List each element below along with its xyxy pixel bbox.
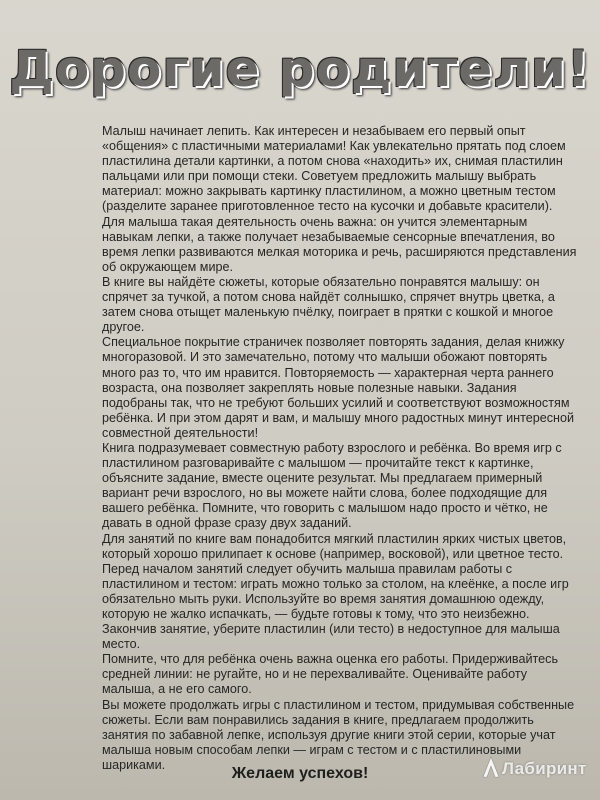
paragraph-3: В книге вы найдёте сюжеты, которые обязательно понравятся малышу: он спрячет за тучкой, а потом снова найдёт солнышко, спрячет внутрь цветка, а затем снова отыщет маленькую пчёлку, поиграет в прятки с кошкой и многое другое.	[102, 274, 555, 335]
closing-line: Желаем успехов!	[231, 765, 369, 782]
body-text	[102, 124, 580, 773]
paragraph-1: Малыш начинает лепить. Как интересен и незабываем его первый опыт «общения» с пластичными материалами! Как увлекательно прятать под слоем пластилина детали картинки, а потом снова «находить» их, снимая пластилин пальцами или при помощи стеки. Советуем предложить малышу выбрать материал: можно закрывать картинку пластилином, а можно цветным тестом (разделите заранее приготовленное тесто на кусочки и добавьте красители).	[102, 124, 566, 214]
page-title: Дорогие родители!	[9, 40, 591, 98]
watermark-text: Лабиринт	[502, 759, 587, 778]
watermark	[482, 756, 587, 779]
paragraph-4: Специальное покрытие страничек позволяет повторять задания, делая книжку многоразовой. И это замечательно, потому что малыши обожают повторять много раз то, что им нравится. Повторяемость — характерная черта раннего возраста, она позволяет закреплять новые полезные навыки. Задания подобраны так, что не требуют больших усилий и соответствуют возможностям ребёнка. И при этом дарят и вам, и малышу много радостных минут интересной совместной деятельности!	[102, 335, 575, 440]
paragraph-6: Для занятий по книге вам понадобится мягкий пластилин ярких чистых цветов, который хорошо прилипает к основе (например, восковой), или цветное тесто. Перед началом занятий следует обучить малыша правилам работы с пластилином и тестом: играть можно только за столом, на клеёнке, а после игр обязательно мыть руки. Используйте во время занятия домашнюю одежду, которую не жалко испачкать, — будьте готовы к тому, что это неизбежно. Закончив занятие, уберите пластилин (или тесто) в недоступное для малыша место.	[102, 531, 569, 652]
paragraph-8: Вы можете продолжать игры с пластилином и тестом, придумывая собственные сюжеты. Если вам понравились задания в книге, предлагаем продолжить занятия по забавной лепке, используя другие книги этой серии, которые учат малыша новым способам лепки — играм с тестом и с пластилиновыми шариками.	[102, 697, 575, 772]
labyrinth-logo-icon	[482, 756, 500, 778]
paragraph-7: Помните, что для ребёнка очень важна оценка его работы. Придерживайтесь средней линии: не ругайте, но и не перехваливайте. Оценивайте работу малыша, а не его самого.	[102, 652, 559, 697]
paragraph-2: Для малыша такая деятельность очень важна: он учится элементарным навыкам лепки, а также получает незабываемые сенсорные впечатления, во время лепки развиваются мелкая моторика и речь, расширяются представления об окружающем мире.	[102, 214, 577, 274]
paragraph-5: Книга подразумевает совместную работу взрослого и ребёнка. Во время игр с пластилином разговаривайте с малышом — прочитайте текст к картинке, объясните задание, вместе оцените результат. Мы предлагаем примерный вариант речи взрослого, но вы можете найти слова, более подходящие для вашего ребёнка. Помните, что говорить с малышом надо просто и чётко, не давать в одной фразе сразу двух заданий.	[102, 440, 562, 531]
